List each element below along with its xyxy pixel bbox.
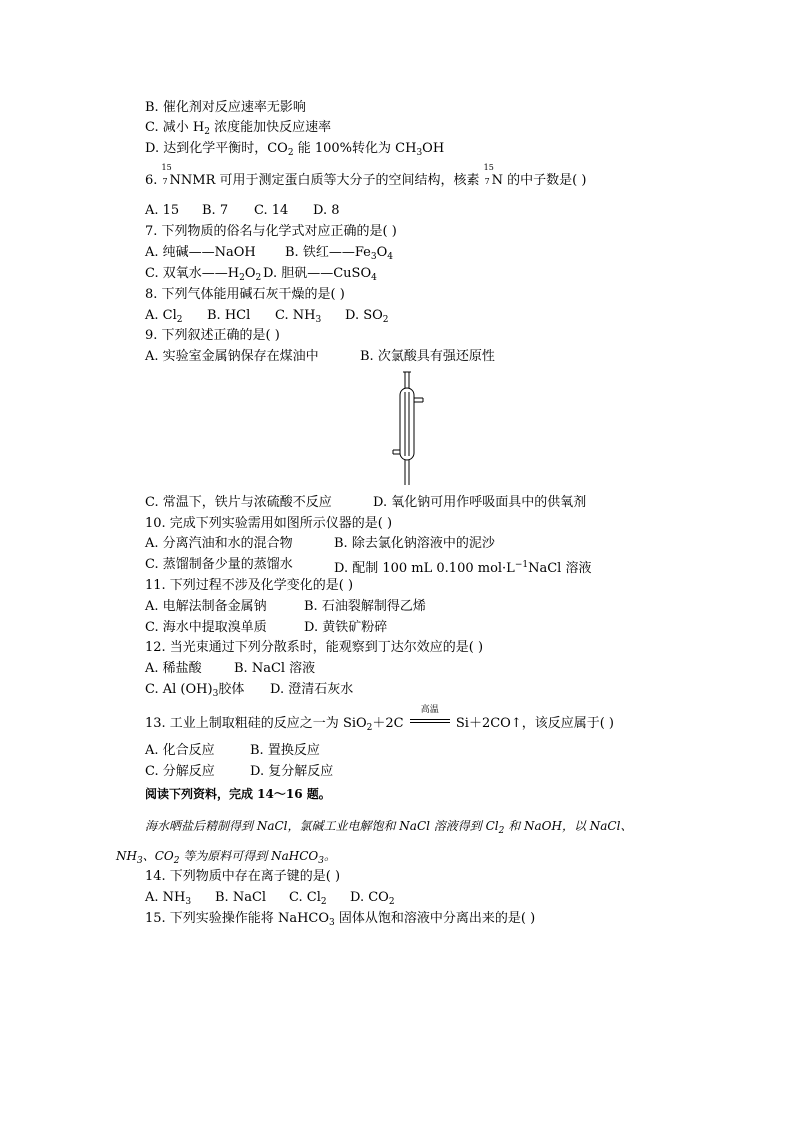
q9-option-a: A. 实验室金属钠保存在煤油中 (145, 349, 319, 364)
q10-option-a: A. 分离汽油和水的混合物 (145, 536, 293, 551)
q11-option-c: C. 海水中提取溴单质 (145, 620, 267, 635)
q7-option-c: C. 双氧水$——H_2O_2$ (145, 266, 262, 283)
q6-option-d: D. 8 (313, 203, 340, 218)
isotope-notation: 15 7 (161, 163, 172, 186)
isotope-notation: 15 7 (483, 163, 494, 186)
q13-option-d: D. 复分解反应 (250, 764, 334, 779)
q6-option-a: A. 15 (145, 203, 180, 218)
q12-option-c: C. Al $(OH)_3$胶体 (145, 682, 245, 699)
q10-option-c: C. 蒸馏制备少量的蒸馏水 (145, 557, 293, 572)
q14-option-b: B. NaCl (215, 890, 267, 905)
q13-option-c: C. 分解反应 (145, 764, 215, 779)
reaction-equals-sign: 高温 (408, 713, 452, 729)
q14-stem: 14. 下列物质中存在离子键的是( ) (145, 869, 341, 884)
q8-stem: 8. 下列气体能用碱石灰干燥的是( ) (145, 287, 345, 302)
q12-stem: 12. 当光束通过下列分散系时，能观察到丁达尔效应的是( ) (145, 640, 484, 655)
q8-option-b: B. HCl (207, 308, 251, 323)
reading-paragraph-line-2: $NH_3$、$CO_2$ 等为原料可得到 NaHCO$_3$。 (116, 849, 336, 866)
q6-option-c: C. 14 (254, 203, 289, 218)
q10-option-d: D. 配制 100 mL 0.100 $mol\cdot L^{-1}NaCl$ 溶液 (334, 560, 592, 576)
q6-option-b: B. 7 (202, 203, 229, 218)
q8-option-d: D. $SO_2$ (345, 308, 389, 325)
q13-option-a: A. 化合反应 (145, 743, 215, 758)
q11-stem: 11. 下列过程不涉及化学变化的是( ) (145, 578, 354, 593)
q7-option-a: A. 纯碱——NaOH (145, 245, 256, 260)
q9-stem: 9. 下列叙述正确的是( ) (145, 328, 280, 343)
q8-option-a: A. $Cl_2$ (145, 308, 183, 325)
q9-option-c: C. 常温下，铁片与浓硫酸不反应 (145, 495, 332, 510)
q12-option-a: A. 稀盐酸 (145, 661, 202, 676)
reading-paragraph-line-1: 海水晒盐后精制得到 NaCl，氯碱工业电解饱和 NaCl 溶液得到 $Cl_2$ 和 NaOH，以 NaCl、 (145, 819, 633, 836)
q14-option-d: D. $CO_2$ (350, 890, 395, 907)
q9-option-d: D. 氧化钠可用作呼吸面具中的供氧剂 (373, 495, 587, 510)
condenser-figure (390, 370, 430, 488)
q15-stem: 15. 下列实验操作能将 NaHCO$_3$ 固体从饱和溶液中分离出来的是( ) (145, 911, 536, 928)
q10-option-b: B. 除去氯化钠溶液中的泥沙 (334, 536, 495, 551)
q8-option-c: C. $NH_3$ (275, 308, 322, 325)
q7-stem: 7. 下列物质的俗名与化学式对应正确的是( ) (145, 224, 397, 239)
q13-stem: 13. 工业上制取粗硅的反应之一为 SiO$_2$＋2C 高温 Si＋2CO↑，该反应属于( ) (145, 705, 615, 733)
q12-option-d: D. 澄清石灰水 (270, 682, 354, 697)
q5-option-c: C. 减小 $H_2$ 浓度能加快反应速率 (145, 120, 332, 137)
q7-option-b: B. 铁红$——Fe_3O_4$ (285, 245, 393, 262)
q5-option-b: B. 催化剂对反应速率无影响 (145, 100, 306, 115)
q14-option-c: C. $Cl_2$ (289, 890, 327, 907)
q11-option-a: A. 电解法制备金属钠 (145, 599, 267, 614)
q12-option-b: B. NaCl 溶液 (234, 661, 316, 676)
reading-instruction: 阅读下列资料，完成 14～16 题。 (145, 787, 331, 801)
q11-option-d: D. 黄铁矿粉碎 (304, 620, 388, 635)
q5-option-d: D. 达到化学平衡时，$CO_2$ 能 100%转化为 $CH_3OH$ (145, 141, 445, 158)
q14-option-a: A. $NH_3$ (145, 890, 192, 907)
q11-option-b: B. 石油裂解制得乙烯 (304, 599, 426, 614)
q6-stem: 6. 15 7 NNMR 可用于测定蛋白质等大分子的空间结构，核素 15 7 N 的中子数是( ) (145, 163, 587, 188)
q13-option-b: B. 置换反应 (250, 743, 320, 758)
q7-option-d: D. 胆矾——CuSO$_4$ (263, 266, 377, 283)
q10-stem: 10. 完成下列实验需用如图所示仪器的是( ) (145, 516, 393, 531)
q9-option-b: B. 次氯酸具有强还原性 (360, 349, 495, 364)
